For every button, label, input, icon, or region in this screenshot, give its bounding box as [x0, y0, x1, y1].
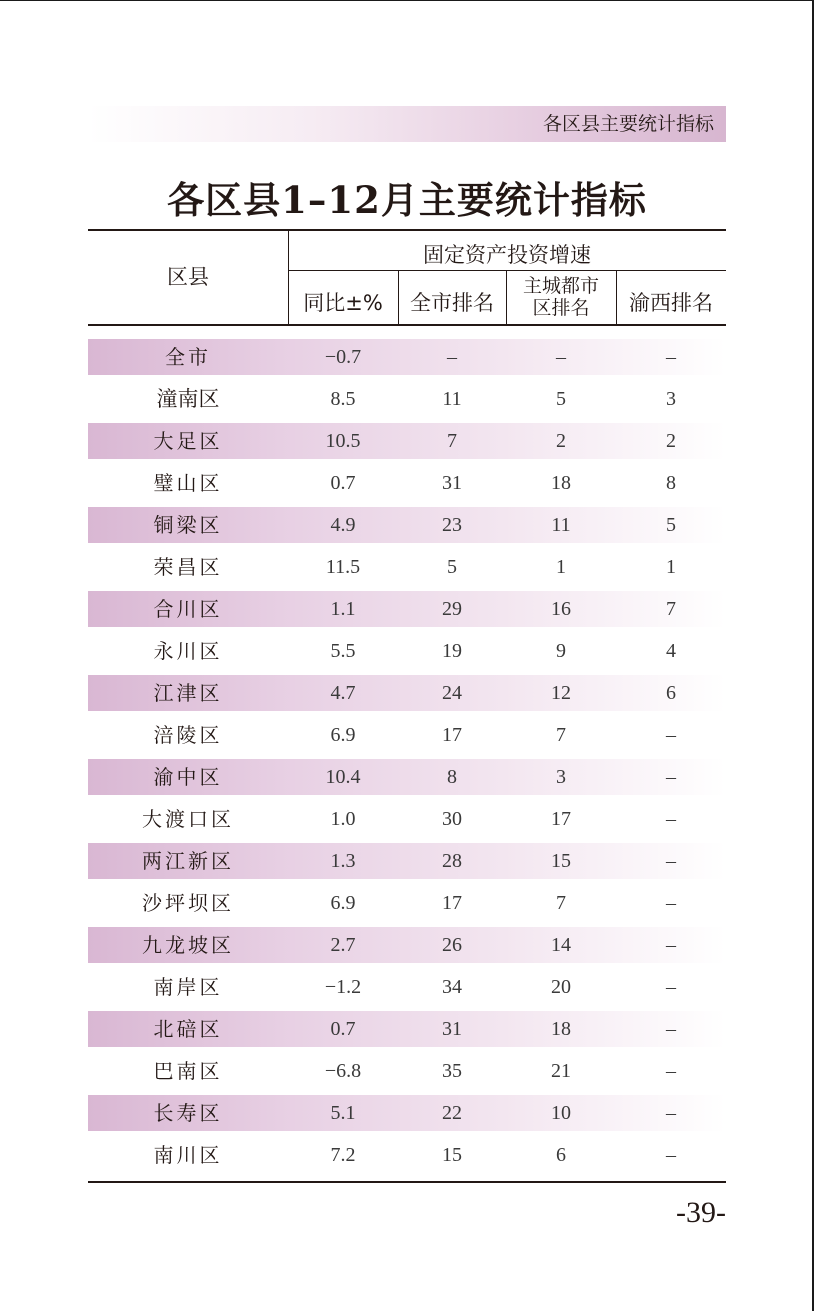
- yoy-value: 0.7: [330, 472, 356, 494]
- yoy-value: 8.5: [330, 388, 356, 410]
- district-name: 北碚区: [153, 1017, 223, 1041]
- table-row: [88, 381, 726, 417]
- main-city-rank-value: 7: [556, 892, 566, 914]
- yoy-value: 10.4: [325, 766, 361, 788]
- city-rank-value: 31: [442, 1018, 462, 1040]
- west-rank-value: –: [666, 976, 676, 998]
- header-main-city-rank-line1: 主城都市: [522, 275, 599, 297]
- header-west-rank: 渝西排名: [629, 291, 713, 315]
- header-yoy: 同比±%: [303, 291, 383, 315]
- table-top-rule: [88, 229, 726, 231]
- district-name: 渝中区: [153, 765, 223, 789]
- table-row: [88, 843, 726, 879]
- table-row: [88, 1053, 726, 1089]
- district-name: 永川区: [153, 639, 223, 663]
- yoy-value: 5.1: [330, 1102, 356, 1124]
- main-city-rank-value: 11: [551, 514, 571, 536]
- city-rank-value: 30: [442, 808, 462, 830]
- west-rank-value: –: [666, 1102, 676, 1124]
- west-rank-value: 8: [666, 472, 676, 494]
- main-city-rank-value: 12: [551, 682, 571, 704]
- table-row: [88, 633, 726, 669]
- west-rank-value: 3: [666, 388, 676, 410]
- table-row: [88, 591, 726, 627]
- running-header-band: [88, 106, 726, 142]
- district-name: 长寿区: [153, 1101, 223, 1125]
- yoy-value: 4.9: [330, 514, 356, 536]
- district-name: 涪陵区: [153, 723, 223, 747]
- city-rank-value: 7: [447, 430, 457, 452]
- yoy-value: 7.2: [330, 1144, 356, 1166]
- west-rank-value: 6: [666, 682, 676, 704]
- yoy-value: 4.7: [330, 682, 356, 704]
- main-city-rank-value: 17: [551, 808, 571, 830]
- yoy-value: 6.9: [330, 892, 356, 914]
- table-row: [88, 801, 726, 837]
- district-name: 大渡口区: [142, 807, 234, 831]
- city-rank-value: –: [447, 346, 457, 368]
- yoy-value: 11.5: [325, 556, 361, 578]
- city-rank-value: 31: [442, 472, 462, 494]
- yoy-value: 5.5: [330, 640, 356, 662]
- table-row: [88, 423, 726, 459]
- yoy-value: 1.3: [330, 850, 356, 872]
- header-district: 区县: [167, 265, 209, 289]
- district-name: 全市: [165, 345, 211, 369]
- table-row: [88, 549, 726, 585]
- city-rank-value: 26: [442, 934, 462, 956]
- main-city-rank-value: 1: [556, 556, 566, 578]
- table-row: [88, 759, 726, 795]
- page-title: 各区县1–12月主要统计指标: [167, 178, 647, 222]
- west-rank-value: –: [666, 892, 676, 914]
- main-city-rank-value: 7: [556, 724, 566, 746]
- table-row: [88, 1137, 726, 1173]
- table-row: [88, 717, 726, 753]
- west-rank-value: –: [666, 1144, 676, 1166]
- west-rank-value: 2: [666, 430, 676, 452]
- west-rank-value: –: [666, 724, 676, 746]
- city-rank-value: 11: [442, 388, 462, 410]
- header-investment-group: 固定资产投资增速: [423, 243, 591, 267]
- table-row: [88, 339, 726, 375]
- yoy-value: 6.9: [330, 724, 356, 746]
- main-city-rank-value: 14: [551, 934, 571, 956]
- yoy-value: −1.2: [324, 976, 362, 998]
- yoy-value: 10.5: [325, 430, 361, 452]
- city-rank-value: 19: [442, 640, 462, 662]
- header-main-city-rank-line2: 区排名: [532, 297, 590, 319]
- main-city-rank-value: 9: [556, 640, 566, 662]
- main-city-rank-value: 6: [556, 1144, 566, 1166]
- main-city-rank-value: 18: [551, 1018, 571, 1040]
- main-city-rank-value: 15: [551, 850, 571, 872]
- main-city-rank-value: –: [556, 346, 566, 368]
- west-rank-value: –: [666, 766, 676, 788]
- table-row: [88, 507, 726, 543]
- table-row: [88, 969, 726, 1005]
- yoy-value: −0.7: [324, 346, 362, 368]
- district-name: 璧山区: [153, 471, 223, 495]
- header-city-rank: 全市排名: [410, 291, 494, 315]
- city-rank-value: 28: [442, 850, 462, 872]
- city-rank-value: 35: [442, 1060, 462, 1082]
- page-top-border: [0, 0, 814, 1]
- table-header-rule: [88, 324, 726, 326]
- west-rank-value: –: [666, 850, 676, 872]
- district-name: 江津区: [153, 681, 223, 705]
- main-city-rank-value: 20: [551, 976, 571, 998]
- city-rank-value: 5: [447, 556, 457, 578]
- main-city-rank-value: 10: [551, 1102, 571, 1124]
- city-rank-value: 17: [442, 892, 462, 914]
- district-name: 沙坪坝区: [142, 891, 234, 915]
- district-name: 九龙坡区: [142, 933, 234, 957]
- yoy-value: 1.1: [330, 598, 356, 620]
- main-city-rank-value: 18: [551, 472, 571, 494]
- district-name: 巴南区: [153, 1059, 223, 1083]
- yoy-value: 2.7: [330, 934, 356, 956]
- west-rank-value: –: [666, 1060, 676, 1082]
- table-row: [88, 465, 726, 501]
- city-rank-value: 8: [447, 766, 457, 788]
- table-row: [88, 1011, 726, 1047]
- west-rank-value: 1: [666, 556, 676, 578]
- header-group-rule: [288, 270, 726, 271]
- city-rank-value: 29: [442, 598, 462, 620]
- city-rank-value: 22: [442, 1102, 462, 1124]
- running-header-label: 各区县主要统计指标: [542, 113, 714, 135]
- main-city-rank-value: 2: [556, 430, 566, 452]
- city-rank-value: 17: [442, 724, 462, 746]
- main-city-rank-value: 21: [551, 1060, 571, 1082]
- district-name: 合川区: [153, 597, 223, 621]
- table-row: [88, 1095, 726, 1131]
- city-rank-value: 15: [442, 1144, 462, 1166]
- district-name: 铜梁区: [153, 513, 223, 537]
- west-rank-value: 5: [666, 514, 676, 536]
- west-rank-value: –: [666, 1018, 676, 1040]
- header-main-city-rank: [506, 275, 616, 319]
- west-rank-value: 7: [666, 598, 676, 620]
- yoy-value: 0.7: [330, 1018, 356, 1040]
- district-name: 南川区: [153, 1143, 223, 1167]
- west-rank-value: 4: [666, 640, 676, 662]
- west-rank-value: –: [666, 346, 676, 368]
- table-bottom-rule: [88, 1181, 726, 1183]
- page-number: -39-: [676, 1196, 726, 1229]
- district-name: 大足区: [153, 429, 223, 453]
- main-city-rank-value: 16: [551, 598, 571, 620]
- district-name: 南岸区: [153, 975, 223, 999]
- district-name: 潼南区: [156, 387, 220, 411]
- yoy-value: −6.8: [324, 1060, 362, 1082]
- yoy-value: 1.0: [330, 808, 356, 830]
- table-row: [88, 675, 726, 711]
- district-name: 荣昌区: [153, 555, 223, 579]
- city-rank-value: 34: [442, 976, 462, 998]
- west-rank-value: –: [666, 934, 676, 956]
- city-rank-value: 24: [442, 682, 462, 704]
- main-city-rank-value: 5: [556, 388, 566, 410]
- table-row: [88, 885, 726, 921]
- district-name: 两江新区: [142, 849, 234, 873]
- west-rank-value: –: [666, 808, 676, 830]
- table-row: [88, 927, 726, 963]
- city-rank-value: 23: [442, 514, 462, 536]
- main-city-rank-value: 3: [556, 766, 566, 788]
